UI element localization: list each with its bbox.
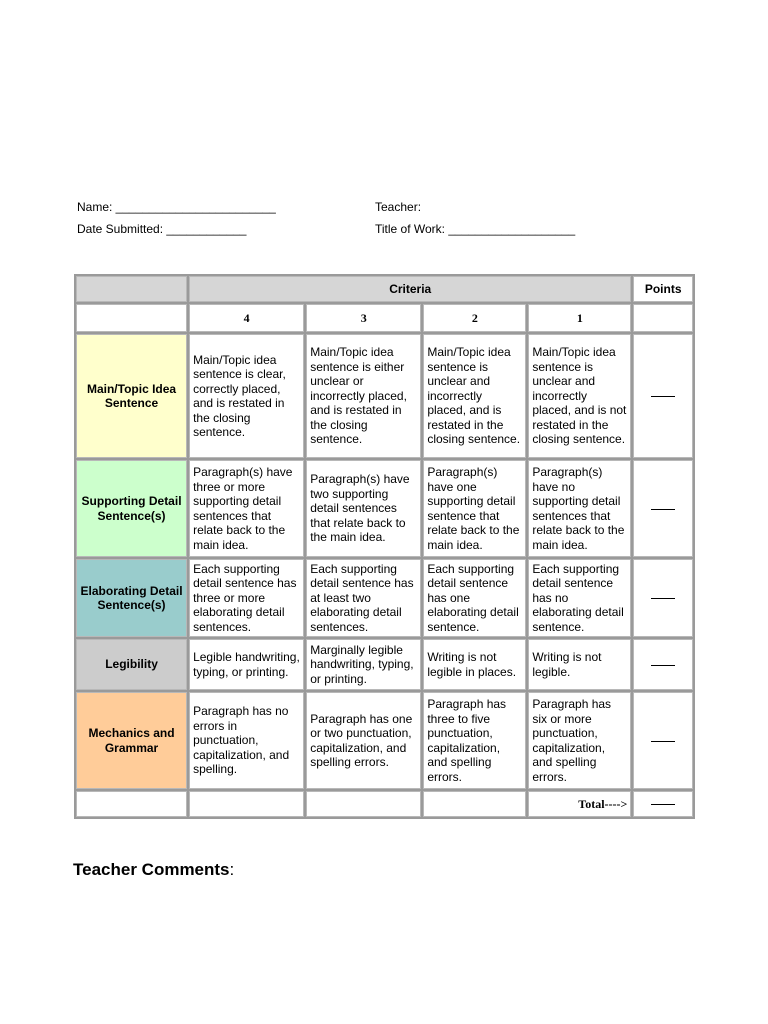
descriptor-cell: Each supporting detail sentence has at least two elaborating detail sentences. (306, 559, 421, 637)
name-field: Name: ________________________ (77, 200, 276, 214)
descriptor-cell: Paragraph has six or more punctuation, capitalization, and spelling errors. (528, 692, 631, 789)
descriptor-cell: Legible handwriting, typing, or printing. (189, 639, 304, 690)
row-label-supporting-detail: Supporting Detail Sentence(s) (76, 460, 187, 557)
score-1: 1 (528, 304, 631, 332)
descriptor-cell: Main/Topic idea sentence is either unclear or incorrectly placed, and is restated in the closing sentence. (306, 334, 421, 458)
descriptor-cell: Main/Topic idea sentence is unclear and incorrectly placed, and is restated in the closing sentence. (423, 334, 526, 458)
points-blank-line (651, 598, 675, 599)
descriptor-cell: Writing is not legible. (528, 639, 631, 690)
descriptor-cell: Paragraph(s) have two supporting detail sentences that relate back to the main idea. (306, 460, 421, 557)
criteria-heading: Criteria (189, 276, 631, 302)
points-entry[interactable] (633, 334, 693, 458)
descriptor-cell: Marginally legible handwriting, typing, or printing. (306, 639, 421, 690)
score-header-row (76, 304, 693, 332)
total-points-entry[interactable] (633, 791, 693, 817)
points-entry[interactable] (633, 460, 693, 557)
points-blank-line (651, 665, 675, 666)
descriptor-cell: Paragraph has no errors in punctuation, capitalization, and spelling. (189, 692, 304, 789)
rubric-row-legibility (76, 639, 693, 690)
total-label: Total----> (528, 791, 631, 817)
total-blank (306, 791, 421, 817)
points-blank-line (651, 509, 675, 510)
total-blank (189, 791, 304, 817)
row-label-elaborating-detail: Elaborating Detail Sentence(s) (76, 559, 187, 637)
points-blank-line (651, 804, 675, 805)
descriptor-cell: Each supporting detail sentence has three or more elaborating detail sentences. (189, 559, 304, 637)
points-blank-line (651, 741, 675, 742)
teacher-comments-colon: : (229, 860, 235, 879)
descriptor-cell: Paragraph(s) have three or more supporting detail sentences that relate back to the main idea. (189, 460, 304, 557)
corner-cell (76, 276, 187, 302)
score-3: 3 (306, 304, 421, 332)
points-blank-line (651, 396, 675, 397)
row-label-legibility: Legibility (76, 639, 187, 690)
total-blank (423, 791, 526, 817)
descriptor-cell: Each supporting detail sentence has no elaborating detail sentence. (528, 559, 631, 637)
points-heading: Points (633, 276, 693, 302)
descriptor-cell: Paragraph has one or two punctuation, capitalization, and spelling errors. (306, 692, 421, 789)
score-header-blank (76, 304, 187, 332)
row-label-mechanics-grammar: Mechanics and Grammar (76, 692, 187, 789)
descriptor-cell: Paragraph(s) have one supporting detail sentence that relate back to the main idea. (423, 460, 526, 557)
rubric-row-supporting-detail (76, 460, 693, 557)
score-2: 2 (423, 304, 526, 332)
descriptor-cell: Main/Topic idea sentence is unclear and incorrectly placed, and is not restated in the closing sentence. (528, 334, 631, 458)
rubric-row-elaborating-detail (76, 559, 693, 637)
rubric-row-main-topic (76, 334, 693, 458)
points-entry[interactable] (633, 692, 693, 789)
descriptor-cell: Each supporting detail sentence has one elaborating detail sentence. (423, 559, 526, 637)
total-blank (76, 791, 187, 817)
teacher-comments (73, 860, 234, 880)
score-points-blank (633, 304, 693, 332)
score-4: 4 (189, 304, 304, 332)
points-entry[interactable] (633, 559, 693, 637)
row-label-main-topic: Main/Topic Idea Sentence (76, 334, 187, 458)
descriptor-cell: Paragraph has three to five punctuation, capitalization, and spelling errors. (423, 692, 526, 789)
teacher-comments-label: Teacher Comments (73, 860, 230, 879)
descriptor-cell: Main/Topic idea sentence is clear, correctly placed, and is restated in the closing sentence. (189, 334, 304, 458)
date-submitted-field: Date Submitted: ____________ (77, 222, 247, 236)
total-row (76, 791, 693, 817)
rubric-row-mechanics-grammar (76, 692, 693, 789)
descriptor-cell: Paragraph(s) have no supporting detail sentences that relate back to the main idea. (528, 460, 631, 557)
criteria-header-row (76, 276, 693, 302)
rubric-table (74, 274, 695, 819)
title-of-work-field: Title of Work: ___________________ (375, 222, 576, 236)
points-entry[interactable] (633, 639, 693, 690)
teacher-field: Teacher: (375, 200, 422, 214)
descriptor-cell: Writing is not legible in places. (423, 639, 526, 690)
